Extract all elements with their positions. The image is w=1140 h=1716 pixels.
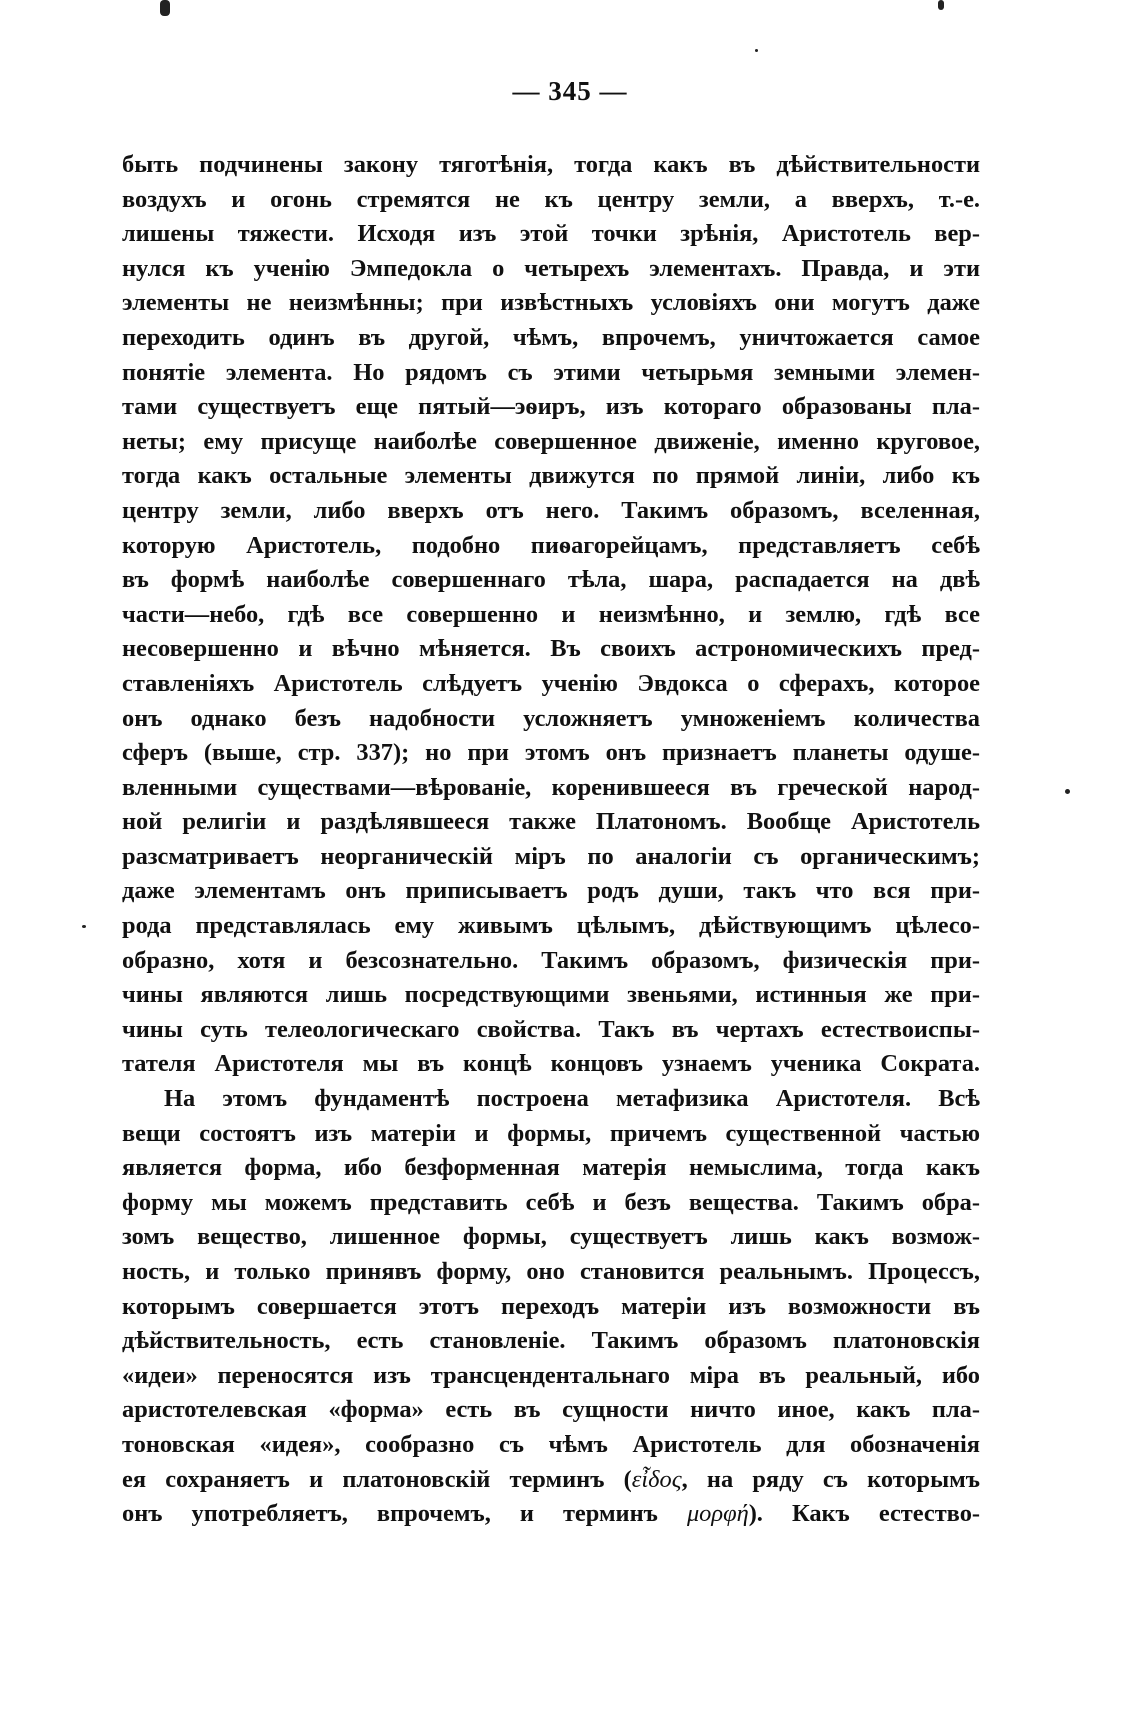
greek-term-morphe: μορφή bbox=[686, 1500, 749, 1528]
paragraph-2 bbox=[122, 1082, 980, 1532]
text-line: вещи состоятъ изъ матеріи и формы, причемъ существенной частью bbox=[122, 1119, 980, 1147]
text-line: чины являются лишь посредствующими звеньями, истинныя же при- bbox=[122, 981, 980, 1009]
text-line: сферъ (выше, стр. 337); но при этомъ онъ признаетъ планеты одуше- bbox=[122, 739, 980, 767]
text-fragment: ея сохраняетъ и платоновскій терминъ ( bbox=[122, 1465, 632, 1493]
text-line: рода представлялась ему живымъ цѣлымъ, дѣйствующимъ цѣлесо- bbox=[122, 912, 980, 940]
text-line: является форма, ибо безформенная матерія немыслима, тогда какъ bbox=[122, 1154, 980, 1182]
text-line: зомъ вещество, лишенное формы, существуетъ лишь какъ возмож- bbox=[122, 1223, 980, 1251]
text-line: которымъ совершается этотъ переходъ матеріи изъ возможности въ bbox=[122, 1292, 980, 1320]
text-line: части—небо, гдѣ все совершенно и неизмѣнно, и землю, гдѣ все bbox=[122, 600, 980, 628]
page-number: — 345 — bbox=[512, 76, 628, 106]
text-line: вленными существами—вѣрованіе, коренившееся въ греческой народ- bbox=[122, 773, 980, 801]
body-text bbox=[122, 148, 980, 1532]
text-line: ставленіяхъ Аристотель слѣдуетъ ученію Эвдокса о сферахъ, которое bbox=[122, 669, 980, 697]
text-line: нулся къ ученію Эмпедокла о четырехъ элементахъ. Правда, и эти bbox=[122, 254, 980, 282]
text-fragment: , на ряду съ которымъ bbox=[681, 1465, 980, 1493]
text-line: несовершенно и вѣчно мѣняется. Въ своихъ астрономическихъ пред- bbox=[122, 635, 980, 663]
text-fragment: ). Какъ естество- bbox=[748, 1500, 980, 1528]
text-line: въ формѣ наиболѣе совершеннаго тѣла, шара, распадается на двѣ bbox=[122, 566, 980, 594]
text-line: онъ однако безъ надобности усложняетъ умноженіемъ количества bbox=[122, 704, 980, 732]
text-line: воздухъ и огонь стремятся не къ центру земли, а вверхъ, т.-е. bbox=[122, 185, 980, 213]
text-line: форму мы можемъ представить себѣ и безъ вещества. Такимъ обра- bbox=[122, 1188, 980, 1216]
text-line: лишены тяжести. Исходя изъ этой точки зрѣнія, Аристотель вер- bbox=[122, 220, 980, 248]
greek-term-eidos: εἶδος bbox=[631, 1465, 682, 1493]
text-line: центру земли, либо вверхъ отъ него. Такимъ образомъ, вселенная, bbox=[122, 496, 980, 524]
text-line: чины суть телеологическаго свойства. Такъ въ чертахъ естествоиспы- bbox=[122, 1015, 980, 1043]
scan-speck bbox=[755, 49, 758, 52]
text-line: быть подчинены закону тяготѣнія, тогда какъ въ дѣйствительности bbox=[122, 151, 980, 178]
text-line: ность, и только принявъ форму, оно становится реальнымъ. Процессъ, bbox=[122, 1258, 980, 1285]
text-line: На этомъ фундаментѣ построена метафизика Аристотеля. Всѣ bbox=[164, 1085, 980, 1113]
text-line: тоновская «идея», сообразно съ чѣмъ Аристотель для обозначенія bbox=[122, 1430, 980, 1458]
text-line: элементы не неизмѣнны; при извѣстныхъ условіяхъ они могутъ даже bbox=[122, 289, 980, 317]
text-line: неты; ему присуще наиболѣе совершенное движеніе, именно круговое, bbox=[122, 427, 980, 455]
text-line: дѣйствительность, есть становленіе. Такимъ образомъ платоновскія bbox=[122, 1327, 980, 1355]
text-line: понятіе элемента. Но рядомъ съ этими четырьмя земными элемен- bbox=[122, 358, 980, 386]
scan-speck bbox=[82, 925, 86, 928]
scan-speck bbox=[1065, 789, 1070, 794]
text-line: разсматриваетъ неорганическій міръ по аналогіи съ органическимъ; bbox=[122, 842, 980, 870]
text-line: которую Аристотель, подобно пиѳагорейцамъ, представляетъ себѣ bbox=[122, 531, 980, 559]
text-line: образно, хотя и безсознательно. Такимъ образомъ, физическія при- bbox=[122, 946, 980, 974]
text-line: аристотелевская «форма» есть въ сущности ничто иное, какъ пла- bbox=[122, 1396, 980, 1424]
text-line: «идеи» переносятся изъ трансцендентальнаго міра въ реальный, ибо bbox=[122, 1361, 980, 1389]
scan-speck bbox=[938, 0, 944, 10]
text-line: тателя Аристотеля мы въ концѣ концовъ узнаемъ ученика Сократа. bbox=[122, 1050, 980, 1078]
text-fragment: онъ употребляетъ, впрочемъ, и терминъ bbox=[122, 1500, 687, 1528]
text-line-with-greek bbox=[122, 1497, 980, 1532]
text-line: ной религіи и раздѣлявшееся также Платономъ. Вообще Аристотель bbox=[122, 808, 980, 836]
text-line: даже элементамъ онъ приписываетъ родъ души, такъ что вся при- bbox=[122, 877, 980, 905]
scan-speck bbox=[160, 0, 170, 16]
paragraph-1 bbox=[122, 148, 980, 1082]
text-line-with-greek bbox=[122, 1463, 980, 1498]
text-line: переходить одинъ въ другой, чѣмъ, впрочемъ, уничтожается самое bbox=[122, 323, 980, 351]
text-line: тогда какъ остальные элементы движутся по прямой линіи, либо къ bbox=[122, 462, 980, 490]
text-line: тами существуетъ еще пятый—эѳиръ, изъ котораго образованы пла- bbox=[122, 393, 980, 421]
